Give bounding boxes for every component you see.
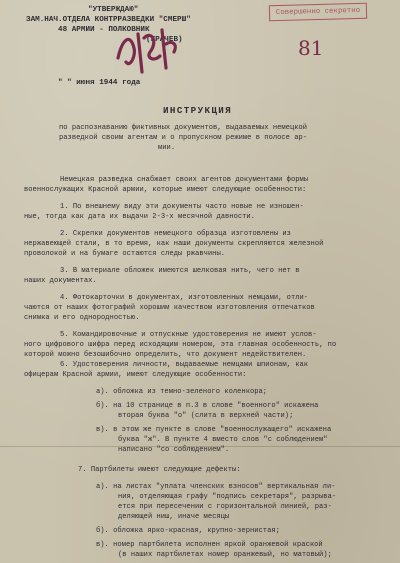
subtitle-line: мии. xyxy=(158,144,176,152)
header-line-1: ЗАМ.НАЧ.ОТДЕЛА КОНТРРАЗВЕДКИ "СМЕРШ" xyxy=(26,16,191,24)
paragraph-line: 6. Удостоверения личности, выдаваемые немцами шпионам, как xyxy=(60,361,309,369)
paragraph-line: 3. В материале обложек имеются шелковая нить, чего нет в xyxy=(60,267,300,275)
paragraph-line: ные, тогда как дата их выдачи 2-3-х месячной давности. xyxy=(24,213,255,221)
list-item: написано "со соблюдением". xyxy=(118,446,230,454)
list-item: а). на листах "уплата членских взносов" вертикальная ли- xyxy=(96,483,336,491)
header-line-2: 48 АРМИИ - ПОЛКОВНИК xyxy=(58,26,150,34)
paragraph-line: проволокой и на бумаге остаются следы ржавчины. xyxy=(24,250,226,258)
subtitle-line: разведкой своим агентам и о пропускном режиме в полосе ар- xyxy=(59,134,308,142)
handwritten-number: 81 xyxy=(298,36,324,60)
paragraph-line: офицерам Красной армии, имеют следующие особенности: xyxy=(24,371,247,379)
paragraph-line: Немецкая разведка снабжает своих агентов документами формы xyxy=(60,176,309,184)
list-item: ется при пересечении с горизонтальной линией, раз- xyxy=(118,503,332,511)
document-title: ИНСТРУКЦИЯ xyxy=(163,105,233,116)
list-item: б). на 10 странице в п.3 в слове "военного" искажена xyxy=(96,402,319,410)
paragraph-line: снимка и его однородностью. xyxy=(24,314,140,322)
paragraph-line: 2. Скрепки документов немецкого образца изготовлены из xyxy=(60,230,291,238)
paragraph-line: 1. По внешнему виду эти документы часто новые не изношен- xyxy=(60,203,304,211)
header-line-3: (ГРАЧЕВ) xyxy=(146,36,183,44)
paragraph-line: 5. Командировочные и отпускные удостоверения не имеют услов- xyxy=(60,331,317,339)
paper-fold-line xyxy=(0,446,400,447)
secrecy-stamp: Совершенно секретно xyxy=(269,3,367,22)
paragraph-line: ного цифрового шифра перед исходящим номером, эта главная особенность, по xyxy=(24,341,337,349)
header-date: " " июня 1944 года xyxy=(58,79,141,87)
list-item: в). в этом же пункте в слове "военнослужащего" искажена xyxy=(96,426,332,434)
list-item: (в наших партбилетах номер оранжевый, но матовый); xyxy=(118,551,332,559)
list-item: ния, отделяющая графу "подпись секретаря", разрыва- xyxy=(118,493,337,501)
paragraph-line: наших документах. xyxy=(24,277,97,285)
list-item: буква "ж". В пункте 4 вместо слов "с соблюдением" xyxy=(118,436,328,444)
list-item: в). номер партбилета исполнен яркой оранжевой краской xyxy=(96,541,323,549)
list-item: а). обложка из темно-зеленого коленкора; xyxy=(96,388,268,396)
paragraph-line: которой можно безошибочно определить, что документ недействителен. xyxy=(24,351,307,359)
approve-label: "УТВЕРЖДАЮ" xyxy=(88,6,139,14)
list-item: деляющей ниш, иначе месяцы xyxy=(118,513,230,521)
list-item: вторая буква "о" (слита в верхней части); xyxy=(118,412,294,420)
signature-mark xyxy=(108,22,188,80)
list-item: б). обложка ярко-красная, крупно-зернистая; xyxy=(96,527,280,535)
paragraph-line: 4. Фотокарточки в документах, изготовленных немцами, отли- xyxy=(60,294,309,302)
subtitle-line: по распознаванию фиктивных документов, выдаваемых немецкой xyxy=(59,124,308,132)
paragraph-line: военнослужащих Красной армии, которые имеют следующие особенности: xyxy=(24,186,307,194)
paragraph-line: нержавеющей стали, в то время, как наши документы скрепляются железной xyxy=(24,240,324,248)
paragraph-line: 7. Партбилеты имеют следующие дефекты: xyxy=(78,466,241,474)
paragraph-line: чаются от наших фотографий хорошим качеством изготовления отпечатков xyxy=(24,304,315,312)
